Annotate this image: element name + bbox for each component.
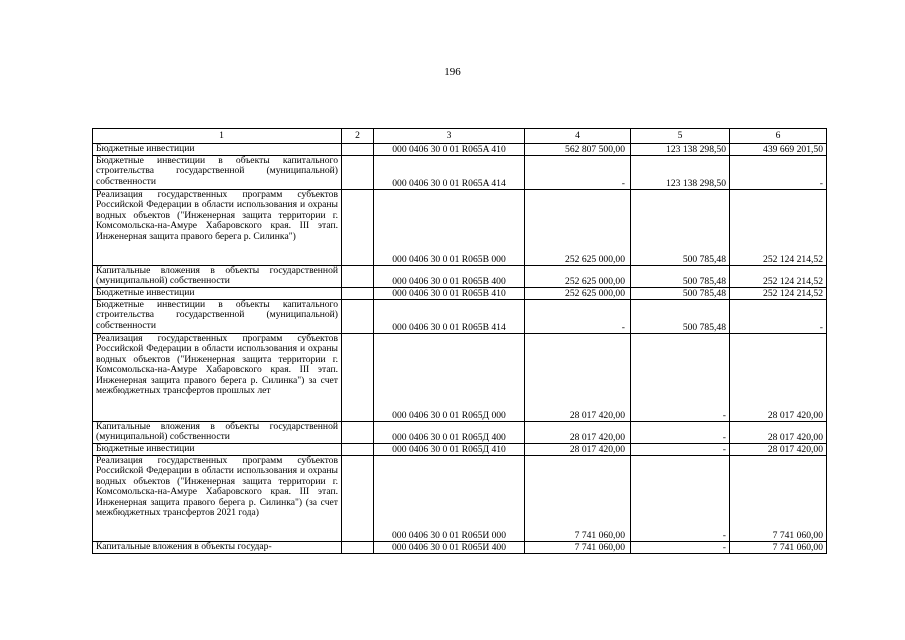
row-col5: 123 138 298,50 [631, 144, 730, 156]
row-col2 [342, 266, 374, 288]
row-col4: 28 017 420,00 [525, 444, 631, 456]
row-col6: 7 741 060,00 [730, 456, 827, 542]
row-col4: 7 741 060,00 [525, 542, 631, 554]
table-row [93, 422, 827, 444]
row-col6: 28 017 420,00 [730, 422, 827, 444]
row-name: Бюджетные инвестиции [93, 444, 342, 456]
row-col4: 252 625 000,00 [525, 266, 631, 288]
row-col6: - [730, 300, 827, 334]
row-name: Бюджетные инвестиции [93, 288, 342, 300]
row-code: 000 0406 30 0 01 R065Д 400 [374, 422, 525, 444]
row-col2 [342, 444, 374, 456]
column-header-3: 3 [374, 129, 525, 144]
row-code: 000 0406 30 0 01 R065B 414 [374, 300, 525, 334]
row-col5: - [631, 422, 730, 444]
row-col5: - [631, 334, 730, 422]
row-name: Капитальные вложения в объекты государственной (муниципальной) собственности [93, 266, 342, 288]
row-col4: 252 625 000,00 [525, 190, 631, 266]
row-code: 000 0406 30 0 01 R065B 400 [374, 266, 525, 288]
row-col2 [342, 144, 374, 156]
row-col5: 500 785,48 [631, 190, 730, 266]
row-col6: 28 017 420,00 [730, 444, 827, 456]
row-col6: 7 741 060,00 [730, 542, 827, 554]
table-row [93, 542, 827, 554]
row-col5: 500 785,48 [631, 288, 730, 300]
row-col4: 28 017 420,00 [525, 422, 631, 444]
row-code: 000 0406 30 0 01 R065B 410 [374, 288, 525, 300]
row-col5: 500 785,48 [631, 266, 730, 288]
column-header-6: 6 [730, 129, 827, 144]
row-col2 [342, 456, 374, 542]
row-name: Бюджетные инвестиции [93, 144, 342, 156]
row-col2 [342, 334, 374, 422]
row-name: Реализация государственных программ субъектов Российской Федерации в области использования и охраны водных объектов ("Инженерная защита территории г. Комсомольска-на-Амуре Хабаровского края. III этап. Инженерная защита правого берега р. Силинка") [93, 190, 342, 266]
row-col4: - [525, 300, 631, 334]
table-row [93, 444, 827, 456]
column-header-1: 1 [93, 129, 342, 144]
row-col4: 7 741 060,00 [525, 456, 631, 542]
row-code: 000 0406 30 0 01 R065B 000 [374, 190, 525, 266]
row-col6: 252 124 214,52 [730, 190, 827, 266]
table-row [93, 266, 827, 288]
row-name: Бюджетные инвестиции в объекты капитального строительства государственной (муниципальной) собственности [93, 300, 342, 334]
table-row [93, 288, 827, 300]
row-col2 [342, 156, 374, 190]
row-col5: 123 138 298,50 [631, 156, 730, 190]
column-header-2: 2 [342, 129, 374, 144]
row-col5: - [631, 456, 730, 542]
row-col6: - [730, 156, 827, 190]
row-code: 000 0406 30 0 01 R065Д 000 [374, 334, 525, 422]
table-row [93, 156, 827, 190]
row-code: 000 0406 30 0 01 R065И 400 [374, 542, 525, 554]
row-col4: 28 017 420,00 [525, 334, 631, 422]
row-col2 [342, 190, 374, 266]
row-col2 [342, 422, 374, 444]
table-row [93, 144, 827, 156]
budget-table [92, 128, 827, 554]
column-header-4: 4 [525, 129, 631, 144]
row-col4: 252 625 000,00 [525, 288, 631, 300]
column-header-5: 5 [631, 129, 730, 144]
table-row [93, 456, 827, 542]
row-col6: 252 124 214,52 [730, 288, 827, 300]
row-name: Бюджетные инвестиции в объекты капитального строительства государственной (муниципальной) собственности [93, 156, 342, 190]
row-col2 [342, 288, 374, 300]
row-name: Реализация государственных программ субъектов Российской Федерации в области использования и охраны водных объектов ("Инженерная защита территории г. Комсомольска-на-Амуре Хабаровского края. III этап. Инженерная защита правого берега р. Силинка") (за счет межбюджетных трансфертов 2021 года) [93, 456, 342, 542]
row-col4: 562 807 500,00 [525, 144, 631, 156]
row-code: 000 0406 30 0 01 R065Д 410 [374, 444, 525, 456]
row-col5: - [631, 444, 730, 456]
row-code: 000 0406 30 0 01 R065A 410 [374, 144, 525, 156]
row-col6: 28 017 420,00 [730, 334, 827, 422]
row-col2 [342, 542, 374, 554]
row-col6: 439 669 201,50 [730, 144, 827, 156]
row-col6: 252 124 214,52 [730, 266, 827, 288]
row-col5: - [631, 542, 730, 554]
table-row [93, 190, 827, 266]
row-name: Капитальные вложения в объекты государ- [93, 542, 342, 554]
table-header-row [93, 129, 827, 144]
row-col5: 500 785,48 [631, 300, 730, 334]
row-name: Капитальные вложения в объекты государственной (муниципальной) собственности [93, 422, 342, 444]
row-col2 [342, 300, 374, 334]
row-col4: - [525, 156, 631, 190]
row-code: 000 0406 30 0 01 R065И 000 [374, 456, 525, 542]
table-row [93, 334, 827, 422]
row-name: Реализация государственных программ субъектов Российской Федерации в области использования и охраны водных объектов ("Инженерная защита территории г. Комсомольска-на-Амуре Хабаровского края. III этап. Инженерная защита правого берега р. Силинка") за счет межбюджетных трансфертов прошлых лет [93, 334, 342, 422]
row-code: 000 0406 30 0 01 R065A 414 [374, 156, 525, 190]
page-number: 196 [444, 66, 461, 78]
table-row [93, 300, 827, 334]
